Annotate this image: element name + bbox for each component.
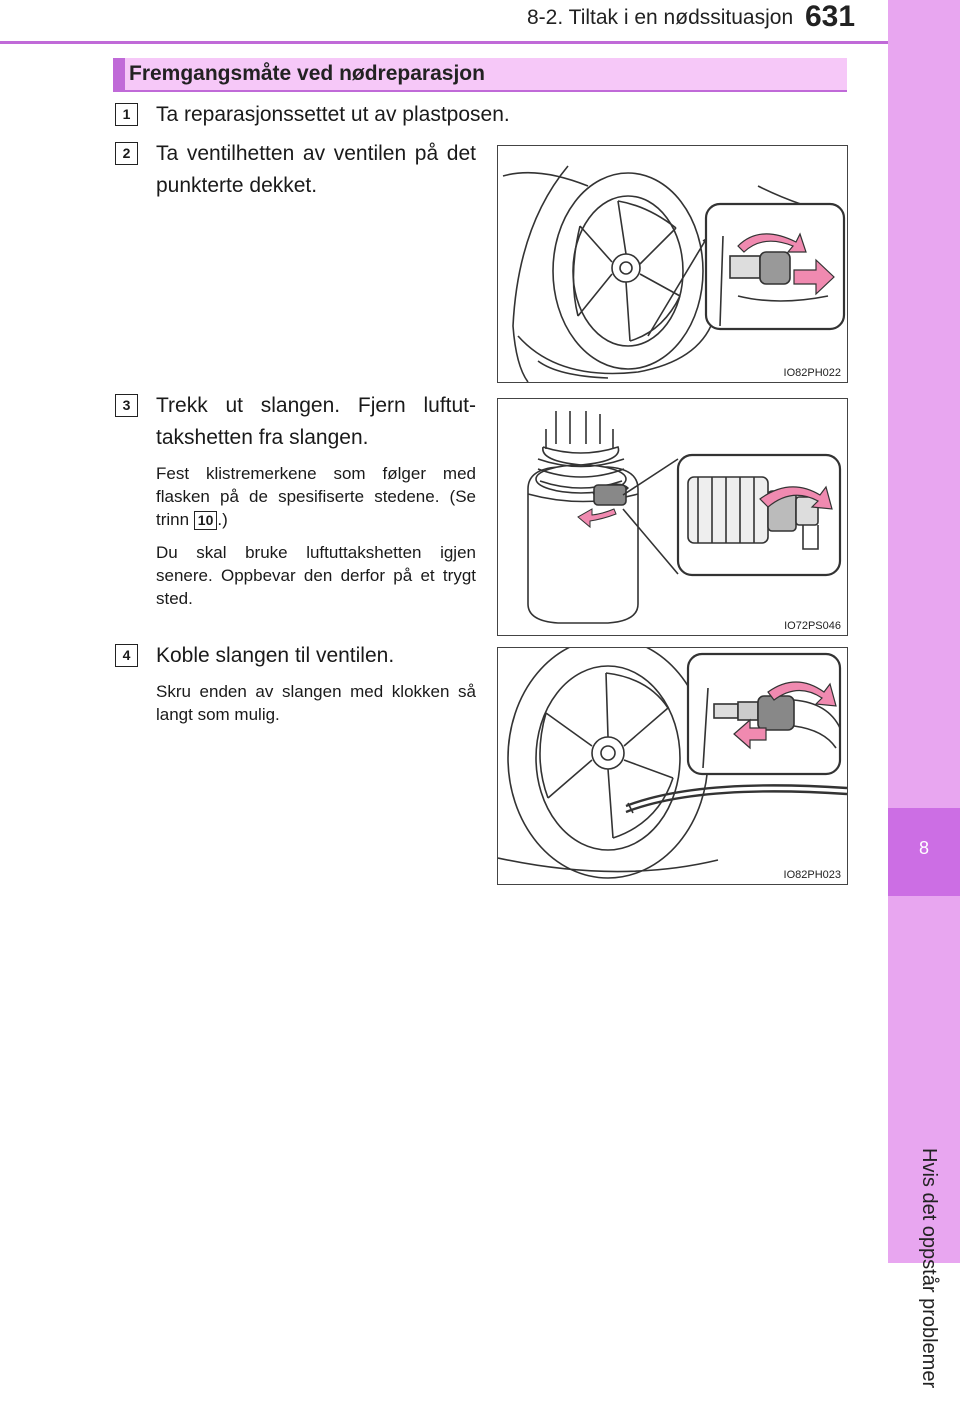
- hose-to-valve-illustration: [498, 648, 847, 884]
- chapter-title: Hvis det oppstår problemer: [918, 1148, 940, 1389]
- note-text: Fest klistremerkene som følger med flasken på de spesifiserte stedene. (Se trinn: [156, 464, 476, 529]
- figure-code: IO82PH022: [783, 367, 841, 379]
- figure-code: IO72PS046: [784, 620, 841, 632]
- step-number: 3: [115, 394, 138, 417]
- step-note: [156, 462, 476, 531]
- note-text: .): [217, 510, 228, 529]
- page-number: 631: [805, 0, 856, 33]
- step-number: 2: [115, 142, 138, 165]
- valve-cap-removal-illustration: [498, 146, 847, 382]
- step-title: Koble slangen til ventilen.: [156, 644, 395, 667]
- figure-code: IO82PH023: [783, 869, 841, 881]
- step-number: 1: [115, 103, 138, 126]
- procedure-banner: [113, 58, 847, 92]
- header-divider: [0, 41, 888, 44]
- figure-valve-cap: [497, 145, 848, 383]
- section-heading: 8-2. Tiltak i en nødssituasjon: [527, 6, 794, 29]
- figure-hose-cap: [497, 398, 848, 636]
- chapter-number: 8: [918, 838, 929, 858]
- step-title: Ta ventilhetten av ventilen på det punkterte dekket.: [156, 142, 476, 197]
- chapter-side-tab: [888, 0, 960, 1263]
- step-note: Du skal bruke luftuttakshetten igjen senere. Oppbevar den derfor på et trygt sted.: [156, 543, 476, 608]
- banner-accent-bar: [113, 58, 125, 92]
- step-reference: 10: [194, 511, 218, 530]
- step-number: 4: [115, 644, 138, 667]
- step-note: Skru enden av slangen med klokken så langt som mulig.: [156, 682, 476, 724]
- figure-hose-to-valve: [497, 647, 848, 885]
- step-title: Trekk ut slangen. Fjern luftuttakshetten fra slangen.: [156, 394, 476, 449]
- banner-title: Fremgangsmåte ved nødreparasjon: [129, 62, 485, 85]
- hose-cap-removal-illustration: [498, 399, 847, 635]
- step-title: Ta reparasjonssettet ut av plastposen.: [156, 103, 510, 126]
